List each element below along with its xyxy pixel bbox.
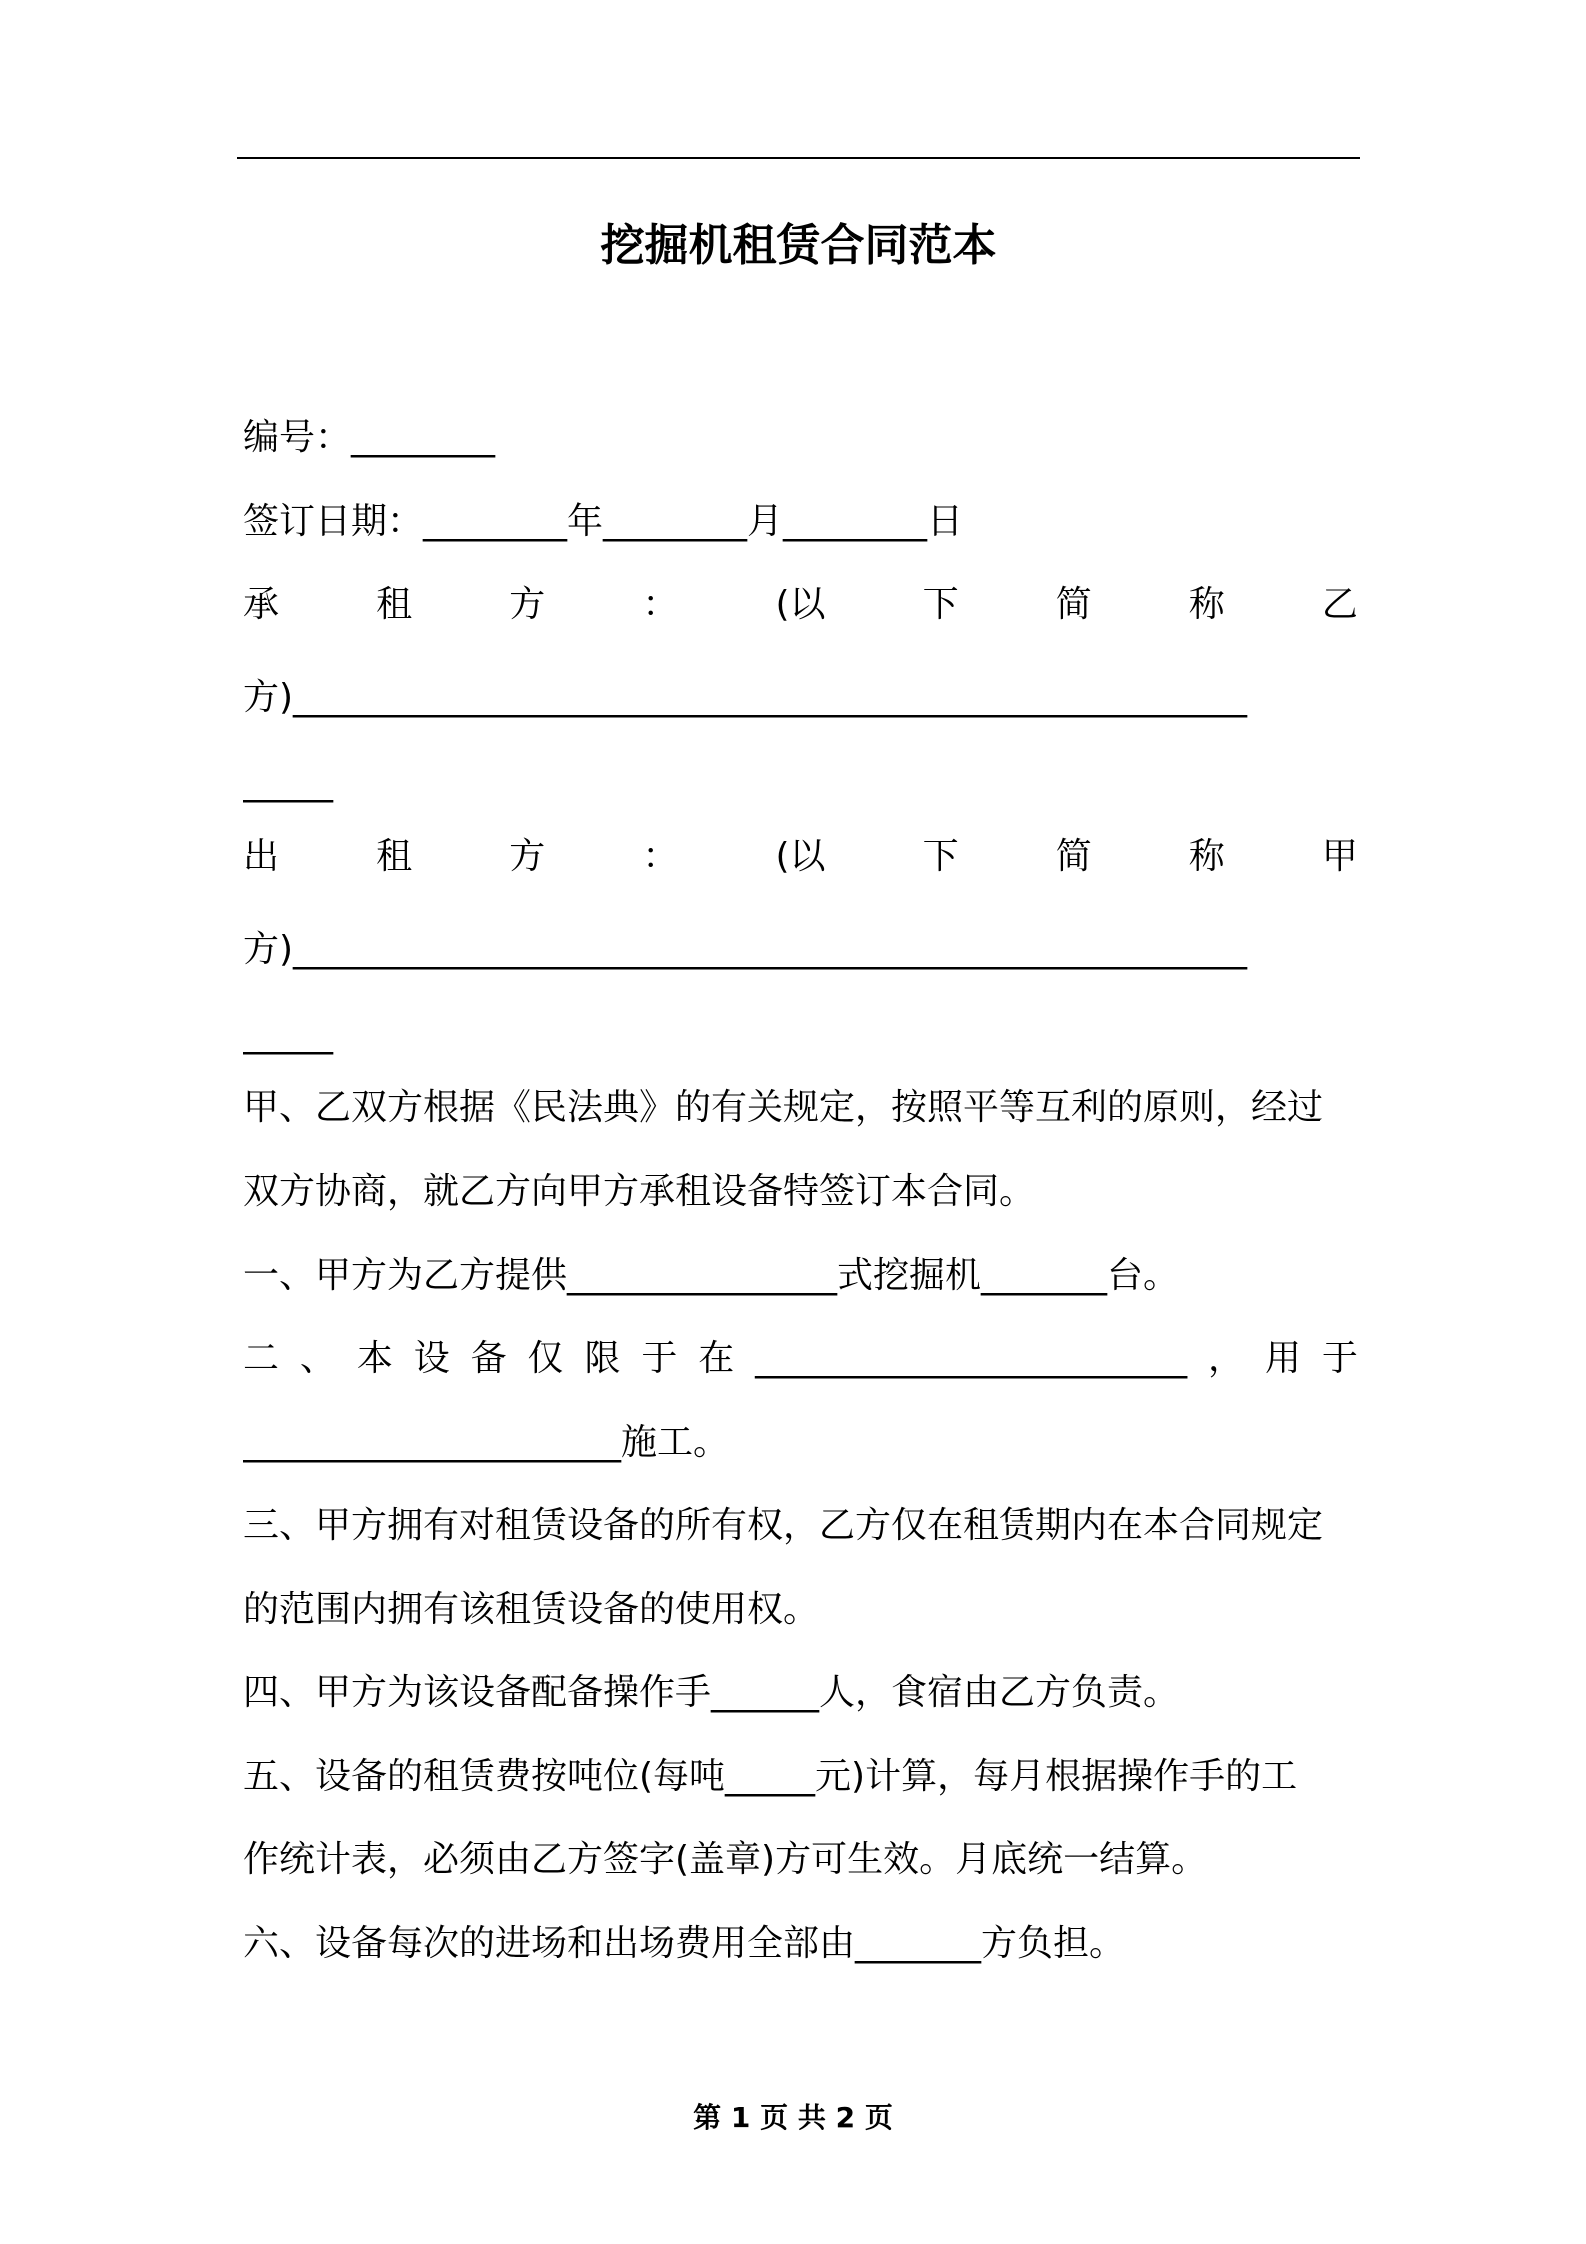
lessee-blank-line: 方)_____________________________________________________ bbox=[243, 677, 1248, 718]
lessee-row bbox=[243, 580, 1358, 630]
lessee-char: 简 bbox=[1055, 584, 1092, 625]
contract-number-line: 编号：________ bbox=[243, 417, 496, 458]
clause-2-char: 在 bbox=[698, 1338, 735, 1379]
lessee-char: 承 bbox=[243, 584, 280, 625]
lessor-char: 甲 bbox=[1321, 836, 1358, 877]
clause-5-line-2: 作统计表，必须由乙方签字(盖章)方可生效。月底统一结算。 bbox=[243, 1839, 1208, 1880]
lessor-row bbox=[243, 832, 1358, 882]
intro-paragraph-line-2: 双方协商，就乙方向甲方承租设备特签订本合同。 bbox=[243, 1171, 1036, 1212]
clause-4: 四、甲方为该设备配备操作手______人，食宿由乙方负责。 bbox=[243, 1672, 1180, 1713]
header-rule bbox=[237, 157, 1360, 159]
clause-2-char: 于 bbox=[641, 1338, 678, 1379]
clause-2-char: 本 bbox=[356, 1338, 393, 1379]
lessor-char: 出 bbox=[243, 836, 280, 877]
lessee-char: 乙 bbox=[1321, 584, 1358, 625]
clause-6: 六、设备每次的进场和出场费用全部由_______方负担。 bbox=[243, 1923, 1126, 1964]
lessor-char: 方 bbox=[509, 836, 546, 877]
lessee-char: 租 bbox=[376, 584, 413, 625]
lessor-char: (以 bbox=[775, 836, 826, 877]
clause-2-char: 仅 bbox=[527, 1338, 564, 1379]
clause-2-char: 限 bbox=[584, 1338, 621, 1379]
lessee-blank-continuation: _____ bbox=[243, 762, 333, 803]
lessor-char: 下 bbox=[922, 836, 959, 877]
lessor-char: 租 bbox=[376, 836, 413, 877]
clause-2-char: 设 bbox=[413, 1338, 450, 1379]
clause-2-char: 于 bbox=[1321, 1338, 1358, 1379]
page-number-footer: 第 1 页 共 2 页 bbox=[693, 2101, 893, 2134]
clause-2-continuation: _____________________施工。 bbox=[243, 1422, 730, 1463]
lessor-char: ： bbox=[642, 836, 679, 877]
lessee-char: ： bbox=[642, 584, 679, 625]
clause-2-blank: ________________________ bbox=[755, 1338, 1188, 1379]
lessee-char: 方 bbox=[509, 584, 546, 625]
document-title: 挖掘机租赁合同范本 bbox=[600, 220, 997, 271]
lessee-char: (以 bbox=[775, 584, 826, 625]
lessee-char: 下 bbox=[922, 584, 959, 625]
lessor-char: 称 bbox=[1188, 836, 1225, 877]
clause-3-line-2: 的范围内拥有该租赁设备的使用权。 bbox=[243, 1589, 820, 1630]
lessee-char: 称 bbox=[1188, 584, 1225, 625]
clause-1: 一、甲方为乙方提供_______________式挖掘机_______台。 bbox=[243, 1255, 1180, 1296]
clause-2-char: 用 bbox=[1264, 1338, 1301, 1379]
intro-paragraph-line-1: 甲、乙双方根据《民法典》的有关规定，按照平等互利的原则，经过 bbox=[243, 1087, 1324, 1128]
clause-2-char: 、 bbox=[299, 1338, 336, 1379]
clause-3-line-1: 三、甲方拥有对租赁设备的所有权，乙方仅在租赁期内在本合同规定 bbox=[243, 1505, 1324, 1546]
clause-2-char: 备 bbox=[470, 1338, 507, 1379]
lessor-char: 简 bbox=[1055, 836, 1092, 877]
clause-5-line-1: 五、设备的租赁费按吨位(每吨_____元)计算，每月根据操作手的工 bbox=[243, 1756, 1298, 1797]
clause-2-char: ， bbox=[1208, 1338, 1245, 1379]
lessor-blank-line: 方)_____________________________________________________ bbox=[243, 929, 1248, 970]
signing-date-line: 签订日期：________年________月________日 bbox=[243, 501, 964, 542]
clause-2-row bbox=[243, 1334, 1358, 1384]
lessor-blank-continuation: _____ bbox=[243, 1014, 333, 1055]
clause-2-char: 二 bbox=[243, 1338, 280, 1379]
